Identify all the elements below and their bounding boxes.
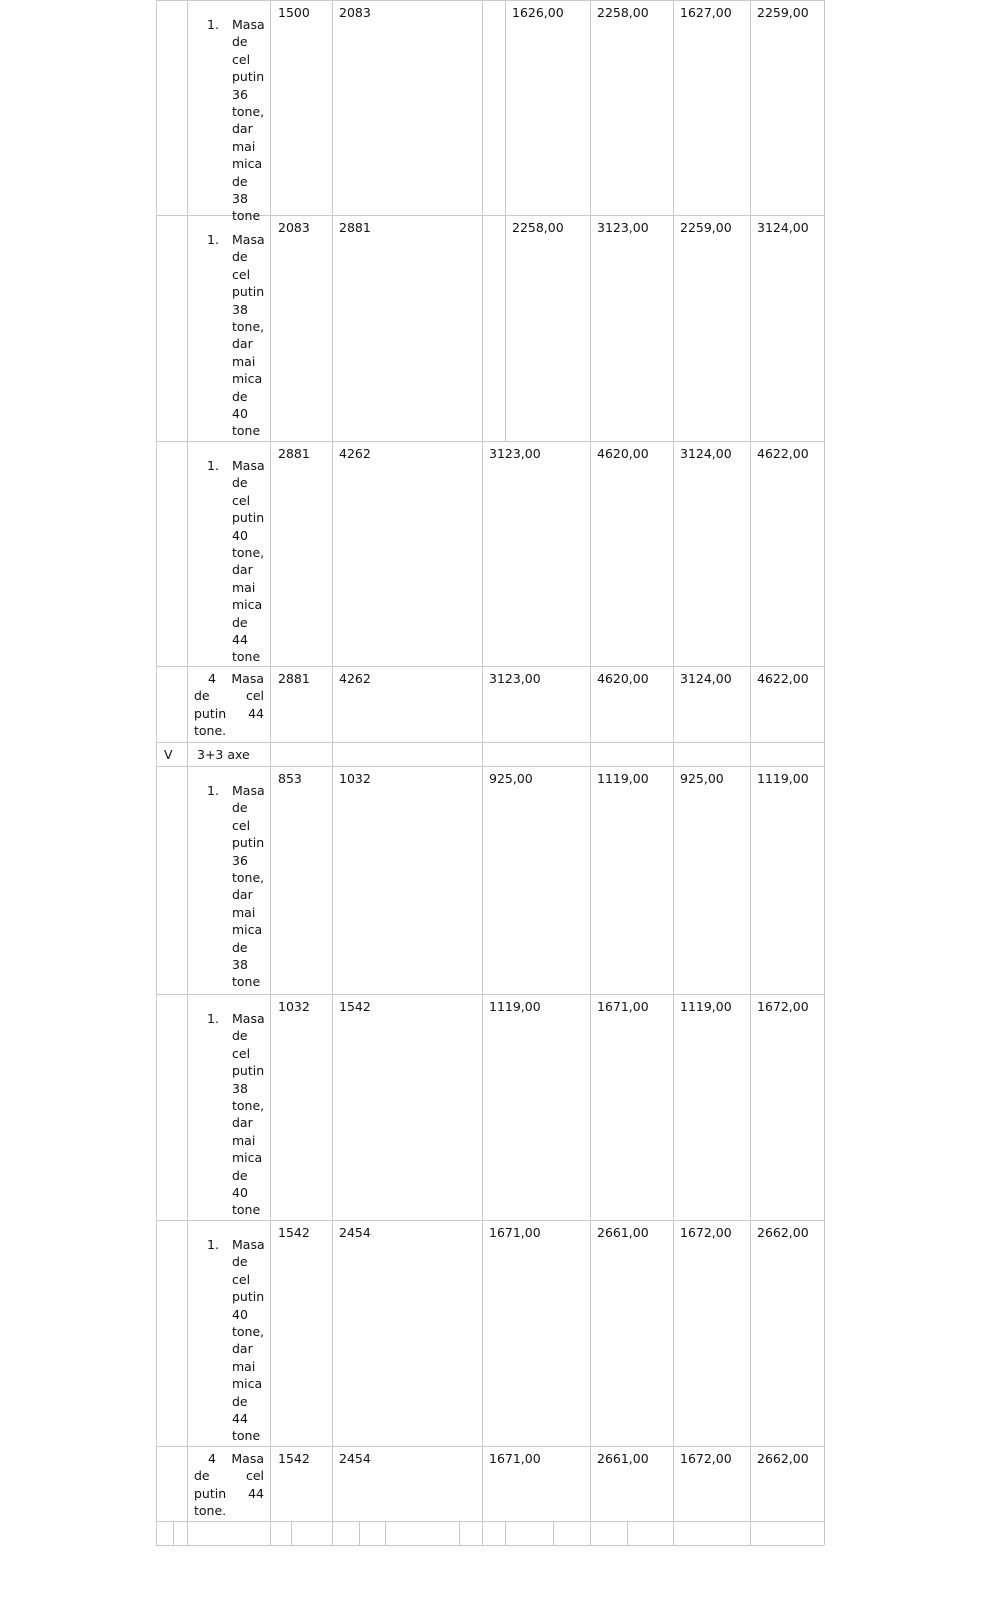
description-word: tone bbox=[232, 1202, 261, 1218]
column-border bbox=[332, 1446, 333, 1521]
value-max-a: 4620,00 bbox=[597, 446, 649, 461]
value-max-a: 2661,00 bbox=[597, 1225, 649, 1240]
description-word: tone, bbox=[232, 545, 265, 560]
description-word: 40 bbox=[232, 1185, 248, 1200]
value-min-axle: 1542 bbox=[278, 1225, 310, 1240]
value-max-a: 4620,00 bbox=[597, 671, 649, 686]
column-border bbox=[270, 441, 271, 666]
column-border bbox=[590, 1446, 591, 1521]
value-min-b: 1119,00 bbox=[680, 999, 732, 1014]
value-max-axle: 1032 bbox=[339, 771, 371, 786]
column-border bbox=[750, 1446, 751, 1521]
description-word: dar bbox=[232, 121, 253, 137]
column-border bbox=[270, 1220, 271, 1446]
value-min-a: 3123,00 bbox=[489, 446, 541, 461]
column-border bbox=[187, 1446, 188, 1521]
column-border bbox=[673, 215, 674, 441]
column-border bbox=[482, 742, 483, 766]
value-min-a: 1626,00 bbox=[512, 5, 564, 20]
description-word: putin bbox=[232, 835, 265, 851]
column-border bbox=[750, 1521, 751, 1545]
value-min-a: 1671,00 bbox=[489, 1451, 541, 1466]
column-border bbox=[332, 666, 333, 742]
description-word: de bbox=[232, 800, 248, 816]
column-border bbox=[187, 1521, 188, 1545]
description-word: Masa bbox=[231, 1451, 264, 1466]
value-min-b: 1672,00 bbox=[680, 1451, 732, 1466]
section-title: 3+3 axe bbox=[197, 747, 250, 762]
column-border bbox=[590, 742, 591, 766]
description-word: putin bbox=[232, 510, 265, 526]
description-word: 44 bbox=[232, 632, 248, 647]
column-border bbox=[750, 441, 751, 666]
description-word: Masa bbox=[231, 671, 264, 686]
list-marker: 1. bbox=[207, 1011, 219, 1026]
description-word: 44 bbox=[232, 1411, 248, 1426]
value-max-a: 2661,00 bbox=[597, 1451, 649, 1466]
description-word: de bbox=[232, 388, 248, 404]
value-max-a: 2258,00 bbox=[597, 5, 649, 20]
value-min-a: 925,00 bbox=[489, 771, 533, 786]
description-word: tone bbox=[232, 1428, 261, 1444]
column-border bbox=[505, 215, 506, 441]
value-min-axle: 853 bbox=[278, 771, 302, 786]
column-border bbox=[750, 1220, 751, 1446]
description-word: de bbox=[232, 1167, 248, 1183]
row-border bbox=[156, 1220, 824, 1221]
column-border bbox=[270, 742, 271, 766]
value-min-a: 1671,00 bbox=[489, 1225, 541, 1240]
column-border bbox=[590, 215, 591, 441]
description-line bbox=[194, 670, 264, 687]
column-border bbox=[156, 742, 157, 766]
description-word: dar bbox=[232, 887, 253, 903]
value-min-axle: 2083 bbox=[278, 220, 310, 235]
description-word: cel bbox=[245, 688, 264, 704]
description-line bbox=[194, 687, 264, 704]
value-max-a: 1119,00 bbox=[597, 771, 649, 786]
value-max-b: 2662,00 bbox=[757, 1225, 809, 1240]
column-border bbox=[673, 742, 674, 766]
value-min-b: 925,00 bbox=[680, 771, 724, 786]
description-word: 38 bbox=[232, 1080, 248, 1096]
description-line bbox=[194, 705, 264, 722]
column-border bbox=[332, 742, 333, 766]
description-word: putin bbox=[232, 69, 265, 85]
column-border bbox=[156, 1446, 157, 1521]
description-word: de bbox=[232, 1254, 248, 1270]
description-word: cel bbox=[232, 266, 251, 282]
column-border bbox=[750, 0, 751, 215]
description-word: de bbox=[232, 614, 248, 630]
category-description bbox=[194, 670, 264, 740]
description-word: putin bbox=[194, 705, 227, 721]
list-marker: 1. bbox=[207, 1237, 219, 1252]
column-border bbox=[750, 666, 751, 742]
value-max-axle: 4262 bbox=[339, 446, 371, 461]
column-border bbox=[824, 1521, 825, 1545]
column-border bbox=[553, 1521, 554, 1545]
description-word: mai bbox=[232, 353, 256, 369]
column-border bbox=[590, 0, 591, 215]
category-description bbox=[194, 1450, 264, 1520]
value-min-b: 1627,00 bbox=[680, 5, 732, 20]
value-max-a: 3123,00 bbox=[597, 220, 649, 235]
column-border bbox=[270, 0, 271, 215]
description-word: cel bbox=[245, 1468, 264, 1484]
description-line bbox=[194, 1485, 264, 1502]
value-max-a: 1671,00 bbox=[597, 999, 649, 1014]
column-border bbox=[156, 215, 157, 441]
value-min-b: 3124,00 bbox=[680, 671, 732, 686]
column-border bbox=[482, 766, 483, 994]
column-border bbox=[332, 441, 333, 666]
column-border bbox=[824, 766, 825, 994]
description-word: de bbox=[232, 475, 248, 491]
description-word: dar bbox=[232, 562, 253, 578]
description-word: 36 bbox=[232, 86, 248, 102]
description-word: tone. bbox=[194, 1503, 227, 1519]
column-border bbox=[590, 994, 591, 1220]
value-max-axle: 2454 bbox=[339, 1451, 371, 1466]
description-word: Masa bbox=[232, 17, 265, 32]
value-min-b: 2259,00 bbox=[680, 220, 732, 235]
description-word: 40 bbox=[232, 406, 248, 421]
value-min-a: 3123,00 bbox=[489, 671, 541, 686]
column-border bbox=[750, 215, 751, 441]
column-border bbox=[673, 0, 674, 215]
description-word: dar bbox=[232, 336, 253, 352]
description-line bbox=[194, 1450, 264, 1467]
column-border bbox=[270, 766, 271, 994]
description-word: tone bbox=[232, 649, 261, 665]
value-min-b: 1672,00 bbox=[680, 1225, 732, 1240]
column-border bbox=[590, 441, 591, 666]
description-word: Masa bbox=[232, 232, 265, 247]
column-border bbox=[187, 742, 188, 766]
value-max-axle: 4262 bbox=[339, 671, 371, 686]
value-min-a: 2258,00 bbox=[512, 220, 564, 235]
column-border bbox=[332, 1220, 333, 1446]
column-border bbox=[824, 1446, 825, 1521]
description-word: 4 bbox=[208, 1451, 216, 1466]
column-border bbox=[270, 666, 271, 742]
column-border bbox=[156, 0, 157, 215]
description-word: 44 bbox=[248, 1485, 264, 1501]
description-word: putin bbox=[232, 284, 265, 300]
value-max-b: 3124,00 bbox=[757, 220, 809, 235]
description-word: 40 bbox=[232, 527, 248, 543]
column-border bbox=[156, 766, 157, 994]
column-border bbox=[156, 666, 157, 742]
column-border bbox=[673, 1521, 674, 1545]
column-border bbox=[590, 766, 591, 994]
value-min-axle: 1032 bbox=[278, 999, 310, 1014]
column-border bbox=[270, 1446, 271, 1521]
description-word: mica bbox=[232, 597, 263, 613]
column-border bbox=[590, 1220, 591, 1446]
value-max-b: 4622,00 bbox=[757, 671, 809, 686]
description-word: de bbox=[232, 939, 248, 955]
description-word: tone, bbox=[232, 1098, 265, 1113]
column-border bbox=[187, 0, 188, 215]
description-word: cel bbox=[232, 1271, 251, 1287]
description-word: 38 bbox=[232, 191, 248, 206]
column-border bbox=[187, 1220, 188, 1446]
description-word: Masa bbox=[232, 783, 265, 798]
column-border bbox=[482, 1220, 483, 1446]
column-border bbox=[824, 994, 825, 1220]
description-word: mica bbox=[232, 1376, 263, 1392]
column-border bbox=[459, 1521, 460, 1545]
column-border bbox=[173, 1521, 174, 1545]
description-word: 38 bbox=[232, 301, 248, 317]
column-border bbox=[482, 0, 483, 215]
description-word: mai bbox=[232, 1358, 256, 1374]
description-word: mai bbox=[232, 138, 256, 154]
description-word: mai bbox=[232, 904, 256, 920]
description-word: tone. bbox=[194, 723, 227, 739]
description-word: de bbox=[232, 173, 248, 189]
description-word: 40 bbox=[232, 1306, 248, 1322]
column-border bbox=[332, 1521, 333, 1545]
column-border bbox=[673, 1446, 674, 1521]
value-min-axle: 2881 bbox=[278, 671, 310, 686]
description-word: de bbox=[232, 1028, 248, 1044]
description-word: de bbox=[232, 1393, 248, 1409]
row-border bbox=[156, 742, 824, 743]
value-max-axle: 2881 bbox=[339, 220, 371, 235]
description-line bbox=[194, 1467, 264, 1484]
column-border bbox=[673, 441, 674, 666]
column-border bbox=[750, 766, 751, 994]
column-border bbox=[156, 994, 157, 1220]
column-border bbox=[482, 994, 483, 1220]
value-min-axle: 1500 bbox=[278, 5, 310, 20]
value-max-b: 1672,00 bbox=[757, 999, 809, 1014]
column-border bbox=[482, 1521, 483, 1545]
value-min-axle: 1542 bbox=[278, 1451, 310, 1466]
column-border bbox=[824, 666, 825, 742]
description-word: putin bbox=[194, 1485, 227, 1501]
column-border bbox=[359, 1521, 360, 1545]
value-max-b: 2259,00 bbox=[757, 5, 809, 20]
description-word: cel bbox=[232, 817, 251, 833]
list-marker: 1. bbox=[207, 458, 219, 473]
column-border bbox=[332, 215, 333, 441]
value-min-b: 3124,00 bbox=[680, 446, 732, 461]
description-line bbox=[194, 722, 264, 739]
description-word: tone bbox=[232, 974, 261, 990]
column-border bbox=[673, 994, 674, 1220]
description-line bbox=[194, 1502, 264, 1519]
column-border bbox=[590, 1521, 591, 1545]
list-marker: 1. bbox=[207, 783, 219, 798]
description-word: tone, bbox=[232, 104, 265, 119]
column-border bbox=[187, 994, 188, 1220]
description-word: de bbox=[232, 34, 248, 50]
description-word: dar bbox=[232, 1341, 253, 1357]
description-word: mica bbox=[232, 156, 263, 172]
column-border bbox=[673, 1220, 674, 1446]
list-marker: 1. bbox=[207, 17, 219, 32]
column-border bbox=[156, 441, 157, 666]
description-word: putin bbox=[232, 1289, 265, 1305]
row-border bbox=[156, 441, 824, 442]
description-word: de bbox=[232, 249, 248, 265]
row-border bbox=[156, 1545, 824, 1546]
column-border bbox=[187, 766, 188, 994]
column-border bbox=[332, 0, 333, 215]
description-word: tone, bbox=[232, 870, 265, 885]
column-border bbox=[482, 666, 483, 742]
column-border bbox=[482, 1446, 483, 1521]
column-border bbox=[750, 994, 751, 1220]
column-border bbox=[824, 215, 825, 441]
description-word: cel bbox=[232, 51, 251, 67]
column-border bbox=[291, 1521, 292, 1545]
description-word: de bbox=[194, 688, 210, 704]
row-border bbox=[156, 1521, 824, 1522]
column-border bbox=[332, 994, 333, 1220]
column-border bbox=[505, 1521, 506, 1545]
column-border bbox=[156, 1521, 157, 1545]
column-border bbox=[673, 766, 674, 994]
column-border bbox=[824, 441, 825, 666]
description-word: 44 bbox=[248, 705, 264, 721]
value-max-b: 2662,00 bbox=[757, 1451, 809, 1466]
value-min-axle: 2881 bbox=[278, 446, 310, 461]
value-max-axle: 1542 bbox=[339, 999, 371, 1014]
description-word: tone, bbox=[232, 319, 265, 334]
row-border bbox=[156, 666, 824, 667]
description-word: Masa bbox=[232, 458, 265, 473]
list-marker: 1. bbox=[207, 232, 219, 247]
description-word: de bbox=[194, 1468, 210, 1484]
column-border bbox=[505, 0, 506, 215]
column-border bbox=[750, 742, 751, 766]
column-border bbox=[187, 441, 188, 666]
column-border bbox=[332, 766, 333, 994]
description-word: mica bbox=[232, 922, 263, 938]
value-max-b: 1119,00 bbox=[757, 771, 809, 786]
column-border bbox=[824, 1220, 825, 1446]
value-max-axle: 2454 bbox=[339, 1225, 371, 1240]
description-word: mica bbox=[232, 371, 263, 387]
description-word: putin bbox=[232, 1063, 265, 1079]
column-border bbox=[385, 1521, 386, 1545]
value-min-a: 1119,00 bbox=[489, 999, 541, 1014]
column-border bbox=[482, 215, 483, 441]
column-border bbox=[270, 1521, 271, 1545]
description-word: tone bbox=[232, 423, 261, 439]
description-word: tone bbox=[232, 208, 261, 224]
column-border bbox=[270, 215, 271, 441]
description-word: dar bbox=[232, 1115, 253, 1131]
description-word: 36 bbox=[232, 852, 248, 868]
column-border bbox=[270, 994, 271, 1220]
row-border bbox=[156, 766, 824, 767]
description-word: Masa bbox=[232, 1237, 265, 1252]
description-word: mai bbox=[232, 1132, 256, 1148]
column-border bbox=[673, 666, 674, 742]
description-word: 38 bbox=[232, 957, 248, 972]
column-border bbox=[187, 215, 188, 441]
column-border bbox=[590, 666, 591, 742]
description-word: Masa bbox=[232, 1011, 265, 1026]
description-word: tone, bbox=[232, 1324, 265, 1339]
description-word: cel bbox=[232, 492, 251, 508]
description-word: 4 bbox=[208, 671, 216, 686]
column-border bbox=[824, 742, 825, 766]
row-border bbox=[156, 0, 824, 1]
row-border bbox=[156, 1446, 824, 1447]
value-max-axle: 2083 bbox=[339, 5, 371, 20]
column-border bbox=[824, 0, 825, 215]
column-border bbox=[156, 1220, 157, 1446]
column-border bbox=[627, 1521, 628, 1545]
section-number: V bbox=[164, 747, 173, 762]
value-max-b: 4622,00 bbox=[757, 446, 809, 461]
description-word: mai bbox=[232, 579, 256, 595]
description-word: cel bbox=[232, 1045, 251, 1061]
row-border bbox=[156, 994, 824, 995]
column-border bbox=[187, 666, 188, 742]
description-word: mica bbox=[232, 1150, 263, 1166]
column-border bbox=[482, 441, 483, 666]
